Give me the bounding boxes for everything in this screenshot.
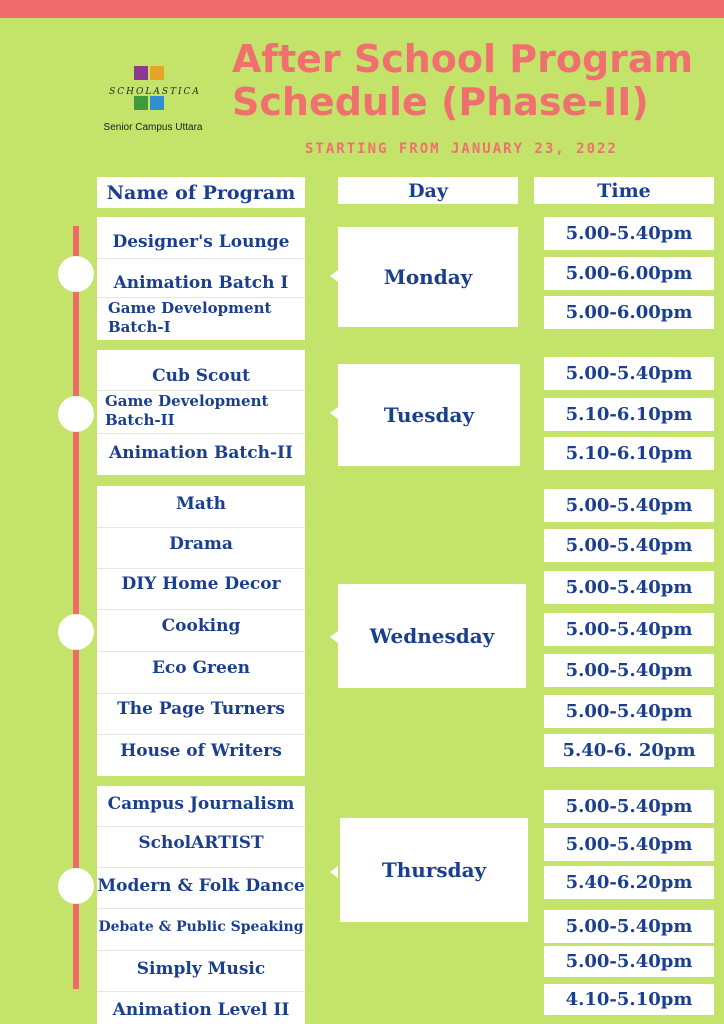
- row-divider: [97, 568, 305, 569]
- day-box-tuesday: Tuesday: [338, 364, 520, 466]
- program-item: Animation Batch-II: [109, 443, 293, 463]
- program-item: Cooking: [161, 616, 241, 636]
- time-slot: 5.00-6.00pm: [544, 296, 714, 329]
- time-slot: 5.00-5.40pm: [544, 946, 714, 977]
- time-slot: 5.00-5.40pm: [544, 357, 714, 390]
- program-item: Simply Music: [136, 959, 266, 979]
- time-column-header: Time: [534, 177, 714, 204]
- timeline-dot-wednesday: [58, 614, 94, 650]
- title-line-1: After School Program: [232, 37, 694, 81]
- timeline-dot-thursday: [58, 868, 94, 904]
- day-box-wednesday: Wednesday: [338, 584, 526, 688]
- program-group-wednesday: [97, 486, 305, 776]
- program-group-monday: [97, 217, 305, 340]
- day-pointer: [330, 407, 338, 419]
- row-divider: [97, 693, 305, 694]
- program-item: Math: [175, 494, 227, 514]
- time-slot: 5.00-5.40pm: [544, 828, 714, 861]
- row-divider: [97, 991, 305, 992]
- program-group-tuesday: [97, 350, 305, 475]
- program-item: The Page Turners: [117, 699, 285, 719]
- logo-tile-purple: [134, 66, 148, 80]
- time-slot: 5.40-6. 20pm: [544, 734, 714, 767]
- program-item: Debate & Public Speaking: [98, 919, 304, 935]
- time-slot: 5.40-6.20pm: [544, 866, 714, 899]
- time-slot: 5.00-5.40pm: [544, 613, 714, 646]
- row-divider: [97, 433, 305, 434]
- row-divider: [97, 390, 305, 391]
- logo-tile-orange: [150, 66, 164, 80]
- time-slot: 5.00-5.40pm: [544, 529, 714, 562]
- time-slot: 5.00-5.40pm: [544, 571, 714, 604]
- program-item: Campus Journalism: [107, 794, 295, 814]
- time-slot: 5.00-5.40pm: [544, 217, 714, 250]
- program-item: Designer's Lounge: [112, 232, 290, 252]
- day-box-thursday: Thursday: [340, 818, 528, 922]
- row-divider: [97, 867, 305, 868]
- program-item: Animation Batch I: [113, 273, 289, 293]
- scholastica-logo: [98, 64, 218, 138]
- row-divider: [97, 826, 305, 827]
- program-item: Animation Level II: [112, 1000, 290, 1020]
- program-item: Game Development Batch-II: [105, 392, 269, 429]
- campus-name: Senior Campus Uttara: [103, 122, 203, 133]
- time-slot: 5.10-6.10pm: [544, 437, 714, 470]
- row-divider: [97, 297, 305, 298]
- title-line-2: Schedule (Phase-II): [232, 80, 649, 124]
- row-divider: [97, 258, 305, 259]
- program-column-header: Name of Program: [97, 177, 305, 208]
- row-divider: [97, 950, 305, 951]
- page-title: [232, 38, 712, 124]
- time-slot: 5.00-5.40pm: [544, 695, 714, 728]
- program-item: ScholARTIST: [138, 833, 264, 853]
- program-group-thursday: [97, 786, 305, 1024]
- time-slot: 5.00-5.40pm: [544, 489, 714, 522]
- time-slot: 5.00-5.40pm: [544, 790, 714, 823]
- program-item: Eco Green: [151, 658, 251, 678]
- logo-wordmark: SCHOLASTICA: [109, 87, 201, 97]
- row-divider: [97, 609, 305, 610]
- day-pointer: [330, 866, 338, 878]
- start-date-subtitle: STARTING FROM JANUARY 23, 2022: [305, 141, 618, 157]
- row-divider: [97, 734, 305, 735]
- row-divider: [97, 908, 305, 909]
- top-accent-bar: [0, 0, 724, 18]
- day-pointer: [330, 270, 338, 282]
- day-box-monday: Monday: [338, 227, 518, 327]
- logo-tile-blue: [150, 96, 164, 110]
- program-item: Game Development Batch-I: [108, 299, 272, 336]
- timeline-dot-monday: [58, 256, 94, 292]
- logo-tile-green: [134, 96, 148, 110]
- day-pointer: [330, 631, 338, 643]
- time-slot: 5.00-5.40pm: [544, 654, 714, 687]
- program-item: House of Writers: [120, 741, 282, 761]
- time-slot: 5.00-5.40pm: [544, 910, 714, 943]
- time-slot: 5.10-6.10pm: [544, 398, 714, 431]
- timeline-dot-tuesday: [58, 396, 94, 432]
- program-item: Cub Scout: [152, 366, 250, 386]
- program-item: Modern & Folk Dance: [97, 876, 305, 896]
- row-divider: [97, 527, 305, 528]
- day-column-header: Day: [338, 177, 518, 204]
- time-slot: 4.10-5.10pm: [544, 984, 714, 1015]
- time-slot: 5.00-6.00pm: [544, 257, 714, 290]
- row-divider: [97, 651, 305, 652]
- program-item: Drama: [169, 534, 233, 554]
- program-item: DIY Home Decor: [121, 574, 281, 594]
